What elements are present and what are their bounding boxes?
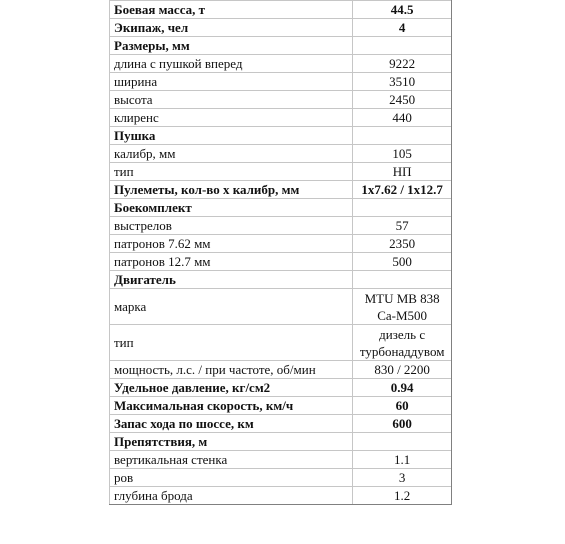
spec-label: патронов 7.62 мм: [109, 234, 352, 252]
spec-section-obstacles: [109, 432, 451, 450]
spec-value: 440: [352, 108, 451, 126]
spec-label: Пулеметы, кол-во х калибр, мм: [109, 180, 352, 198]
spec-row-engine-type: [109, 324, 451, 360]
spec-value: [352, 432, 451, 450]
spec-value: [352, 198, 451, 216]
spec-value: 830 / 2200: [352, 360, 451, 378]
spec-label: патронов 12.7 мм: [109, 252, 352, 270]
spec-label: высота: [109, 90, 352, 108]
spec-value: 0.94: [352, 378, 451, 396]
spec-label: Максимальная скорость, км/ч: [109, 396, 352, 414]
spec-row-clearance: [109, 108, 451, 126]
spec-value: 1.2: [352, 486, 451, 504]
spec-row-ground-pressure: [109, 378, 451, 396]
spec-row-range: [109, 414, 451, 432]
spec-label: Удельное давление, кг/см2: [109, 378, 352, 396]
spec-row-machine-guns: [109, 180, 451, 198]
spec-label: длина с пушкой вперед: [109, 54, 352, 72]
spec-value: 4: [352, 18, 451, 36]
spec-row-ford-depth: [109, 486, 451, 504]
spec-value: 600: [352, 414, 451, 432]
spec-row-trench: [109, 468, 451, 486]
spec-value: [352, 126, 451, 144]
section-heading: Размеры, мм: [109, 36, 352, 54]
spec-row-rounds: [109, 216, 451, 234]
spec-value: 44.5: [352, 0, 451, 18]
spec-row-engine-make: [109, 288, 451, 324]
spec-value: 500: [352, 252, 451, 270]
spec-row-cartridges-127: [109, 252, 451, 270]
spec-row-crew: [109, 18, 451, 36]
spec-value: 1x7.62 / 1x12.7: [352, 180, 451, 198]
section-heading: Боекомплект: [109, 198, 352, 216]
spec-value: 3: [352, 468, 451, 486]
spec-label: мощность, л.с. / при частоте, об/мин: [109, 360, 352, 378]
spec-row-caliber: [109, 144, 451, 162]
spec-row-combat-weight: [109, 0, 451, 18]
tank-specifications-table: [109, 0, 452, 505]
spec-label: ров: [109, 468, 352, 486]
spec-section-dimensions: [109, 36, 451, 54]
spec-row-vertical-wall: [109, 450, 451, 468]
spec-label: Экипаж, чел: [109, 18, 352, 36]
spec-row-width: [109, 72, 451, 90]
spec-row-gun-type: [109, 162, 451, 180]
spec-label: выстрелов: [109, 216, 352, 234]
spec-label: глубина брода: [109, 486, 352, 504]
spec-label: тип: [109, 162, 352, 180]
spec-value: дизель с турбонаддувом: [352, 324, 451, 360]
section-heading: Двигатель: [109, 270, 352, 288]
spec-row-cartridges-762: [109, 234, 451, 252]
spec-section-gun: [109, 126, 451, 144]
spec-row-power: [109, 360, 451, 378]
spec-label: марка: [109, 288, 352, 324]
spec-row-max-speed: [109, 396, 451, 414]
spec-section-ammunition: [109, 198, 451, 216]
spec-value: 60: [352, 396, 451, 414]
spec-label: Боевая масса, т: [109, 0, 352, 18]
spec-value: [352, 270, 451, 288]
spec-label: калибр, мм: [109, 144, 352, 162]
spec-label: вертикальная стенка: [109, 450, 352, 468]
spec-value: 9222: [352, 54, 451, 72]
spec-row-length: [109, 54, 451, 72]
spec-value: 57: [352, 216, 451, 234]
spec-label: ширина: [109, 72, 352, 90]
spec-label: клиренс: [109, 108, 352, 126]
spec-section-engine: [109, 270, 451, 288]
spec-row-height: [109, 90, 451, 108]
spec-value: MTU MB 838 Ca-M500: [352, 288, 451, 324]
spec-value: 2450: [352, 90, 451, 108]
spec-value: 1.1: [352, 450, 451, 468]
spec-label: тип: [109, 324, 352, 360]
spec-value: 105: [352, 144, 451, 162]
spec-value: 3510: [352, 72, 451, 90]
section-heading: Препятствия, м: [109, 432, 352, 450]
section-heading: Пушка: [109, 126, 352, 144]
spec-value: [352, 36, 451, 54]
spec-value: НП: [352, 162, 451, 180]
spec-value: 2350: [352, 234, 451, 252]
spec-label: Запас хода по шоссе, км: [109, 414, 352, 432]
